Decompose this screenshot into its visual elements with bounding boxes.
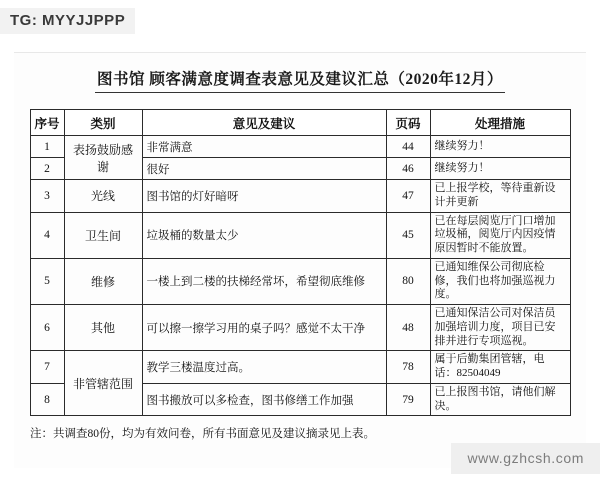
cell-category: 非管辖范围 (64, 351, 142, 416)
table-row (30, 180, 570, 213)
cell-index: 6 (30, 305, 64, 351)
table-row (30, 305, 570, 351)
column-header-opinion: 意见及建议 (142, 110, 386, 136)
column-header-page: 页码 (386, 110, 430, 136)
cell-category: 卫生间 (64, 212, 142, 258)
table-header (30, 110, 570, 136)
table-header-row (30, 110, 570, 136)
cell-action: 属于后勤集团管辖，电话：82504049 (430, 351, 570, 384)
cell-category: 表扬鼓励感谢 (64, 136, 142, 180)
cell-page: 80 (386, 258, 430, 304)
cell-opinion: 一楼上到二楼的扶梯经常坏，希望彻底维修 (142, 258, 386, 304)
cell-index: 8 (30, 383, 64, 416)
table-row (30, 212, 570, 258)
cell-index: 4 (30, 212, 64, 258)
cell-opinion: 垃圾桶的数量太少 (142, 212, 386, 258)
cell-action: 已上报学校，等待重新设计并更新 (430, 180, 570, 213)
cell-page: 46 (386, 158, 430, 180)
document-title-text: 图书馆 顾客满意度调查表意见及建议汇总（2020年12月） (95, 67, 505, 93)
cell-opinion: 很好 (142, 158, 386, 180)
telegram-tag-watermark: TG: MYYJJPPP (0, 8, 135, 34)
cell-action: 继续努力！ (430, 158, 570, 180)
document-footnote: 注：共调查80份，均为有效问卷，所有书面意见及建议摘录见上表。 (30, 428, 375, 441)
cell-page: 44 (386, 136, 430, 158)
cell-opinion: 图书馆的灯好暗呀 (142, 180, 386, 213)
cell-category: 维修 (64, 258, 142, 304)
column-header-category: 类别 (64, 110, 142, 136)
cell-index: 3 (30, 180, 64, 213)
site-watermark: www.gzhcsh.com (451, 443, 600, 474)
table-row (30, 136, 570, 158)
cell-page: 47 (386, 180, 430, 213)
cell-category: 其他 (64, 305, 142, 351)
cell-opinion: 图书搬放可以多检查，图书修缮工作加强 (142, 383, 386, 416)
cell-opinion: 非常满意 (142, 136, 386, 158)
table-row (30, 351, 570, 384)
cell-page: 48 (386, 305, 430, 351)
cell-page: 79 (386, 383, 430, 416)
cell-index: 2 (30, 158, 64, 180)
cell-action: 继续努力！ (430, 136, 570, 158)
cell-action: 已在每层阅览厅门口增加垃圾桶，阅览厅内因疫情原因暂时不能放置。 (430, 212, 570, 258)
cell-category: 光线 (64, 180, 142, 213)
table-row (30, 258, 570, 304)
column-header-action: 处理措施 (430, 110, 570, 136)
cell-action: 已通知保洁公司对保洁员加强培训力度，项目已安排并进行专项巡视。 (430, 305, 570, 351)
cell-action: 已通知维保公司彻底检修，我们也将加强巡视力度。 (430, 258, 570, 304)
document-sheet (14, 52, 586, 468)
cell-page: 78 (386, 351, 430, 384)
cell-index: 1 (30, 136, 64, 158)
document-title (14, 53, 586, 97)
cell-opinion: 教学三楼温度过高。 (142, 351, 386, 384)
cell-page: 45 (386, 212, 430, 258)
cell-index: 5 (30, 258, 64, 304)
cell-opinion: 可以擦一擦学习用的桌子吗？感觉不太干净 (142, 305, 386, 351)
survey-summary-table (30, 109, 571, 416)
cell-index: 7 (30, 351, 64, 384)
cell-action: 已上报图书馆，请他们解决。 (430, 383, 570, 416)
table-body (30, 136, 570, 416)
column-header-index: 序号 (30, 110, 64, 136)
